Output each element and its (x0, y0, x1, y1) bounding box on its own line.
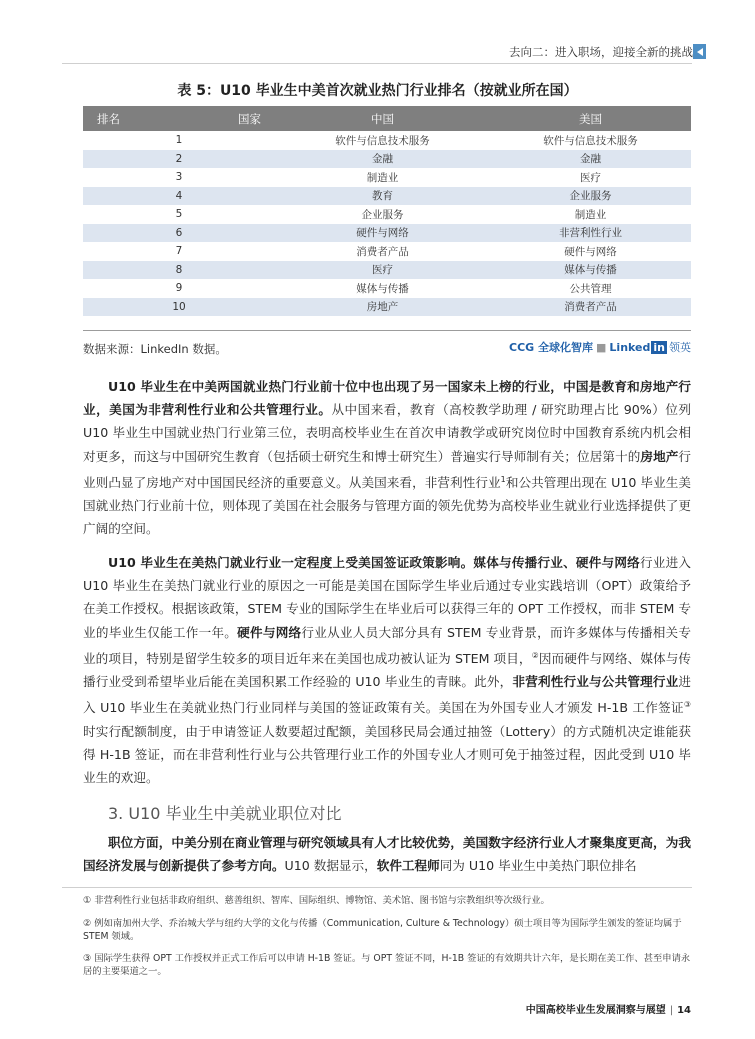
footnote-divider (62, 887, 692, 888)
footnote-1: ① 非营利性行业包括非政府组织、慈善组织、智库、国际组织、博物馆、美术馆、图书馆与宗教组织等次级行业。 (83, 895, 550, 906)
cell-china: 媒体与传播 (356, 282, 409, 295)
source-logos: CCG 全球化智库 ■ Linked in 领英 (509, 341, 691, 354)
table-header-row (83, 106, 691, 131)
cell-us: 金融 (490, 150, 691, 169)
cell-china: 硬件与网络 (275, 224, 490, 243)
cell-us: 企业服务 (490, 187, 691, 206)
cell-us: 软件与信息技术服务 (543, 134, 638, 147)
table-source: 数据来源：LinkedIn 数据。 (83, 342, 227, 356)
cell-rank: 7 (175, 245, 183, 258)
footnote-3: ③ 国际学生获得 OPT 工作授权并正式工作后可以申请 H-1B 签证。与 OPT 签证不同，H-1B 签证的有效期共计六年，是长期在美工作、甚至申请永居的主要渠道之一。 (83, 953, 691, 977)
table-row (83, 131, 691, 150)
table-row (83, 279, 691, 298)
section-heading: 3. U10 毕业生中美就业职位对比 (108, 804, 342, 823)
paragraph-2: U10 毕业生在美热门就业行业一定程度上受美国签证政策影响。媒体与传播行业、硬件与网络行业进入 U10 毕业生在美热门就业行业的原因之一可能是美国在国际学生毕业后通过专业实践培训（OPT）政策给予在美工作授权。根据该政策，STEM 专业的国际学生在毕业后可以获得三年的 OPT 工作授权，而非 STEM 专业的毕业生仅能工作一年。硬件与网络行业从业人员大部分具有 STEM 专业背景，而许多媒体与传播相关专业的项目，特别是留学生较多的项目近年来在美国也成功被认证为 STEM 项目，②因而硬件与网络、媒体与传播行业受到希望毕业后能在美国积累工作经验的 U10 毕业生的青睐。此外，非营利性行业与公共管理行业进入 U10 毕业生在美就业热门行业同样与美国的签证政策有关。美国在为外国专业人才颁发 H-1B 工作签证③时实行配额制度，由于申请签证人数要超过配额，美国移民局会通过抽签（Lottery）的方式随机决定谁能获得 H-1B 签证，而在非营利性行业与公共管理行业工作的外国专业人才则可免于抽签过程，因此受到 U10 毕业生的欢迎。 (83, 555, 692, 786)
cell-rank: 1 (175, 134, 183, 147)
cell-china: 企业服务 (361, 208, 404, 221)
cell-rank: 10 (83, 298, 275, 317)
cell-rank: 8 (83, 261, 275, 280)
linkedin-in-badge: in (653, 341, 665, 354)
linkedin-logo-text: Linked (609, 341, 651, 354)
table-row (83, 150, 691, 169)
header-divider (62, 63, 692, 64)
cell-china: 金融 (275, 150, 490, 169)
back-arrow-icon (693, 44, 706, 59)
paragraph-3: 职位方面，中美分别在商业管理与研究领域具有人才比较优势，美国数字经济行业人才聚集度更高，为我国经济发展与创新提供了参考方向。U10 数据显示，软件工程师同为 U10 毕业生中美热门职位排名 (83, 835, 691, 874)
table-row (83, 224, 691, 243)
table-row (83, 242, 691, 261)
footnote-2: ② 例如南加州大学、乔治城大学与纽约大学的文化与传播（Communication, Culture & Technology）硕士项目等为国际学生颁发的签证均属于 STEM 领域。 (83, 918, 682, 942)
table-bottom-rule (83, 330, 691, 331)
paragraph-1: U10 毕业生在中美两国就业热门行业前十位中也出现了另一国家未上榜的行业，中国是教育和房地产行业，美国为非营利性行业和公共管理行业。从中国来看，教育（高校教学助理 / 研究助理占比 90%）位列 U10 毕业生中国就业热门行业第三位，表明高校毕业生在首次申请教学或研究岗位时中国教育系统内机会相对更多，而这与中国研究生教育（包括硕士研究生和博士研究生）普遍实行导师制有关；位居第十的房地产行业则凸显了房地产对中国国民经济的重要意义。从美国来看，非营利性行业$^1$和公共管理出现在 U10 毕业生美国就业热门行业前十位，则体现了美国在社会服务与管理方面的领先优势为高校毕业生就业行业选择提供了更广阔的空间。 (83, 379, 692, 537)
page-footer: 中国高校毕业生发展洞察与展望 | 14 (525, 1005, 691, 1016)
cell-china: 消费者产品 (356, 245, 409, 258)
cell-us: 制造业 (574, 208, 607, 221)
cell-us: 医疗 (580, 171, 601, 184)
running-header: 去向二：进入职场，迎接全新的挑战 (509, 45, 693, 59)
table-row (83, 187, 691, 206)
cell-us: 硬件与网络 (564, 245, 617, 258)
cell-rank: 9 (175, 282, 183, 295)
table-row (83, 205, 691, 224)
page-number: 14 (677, 1005, 691, 1016)
industry-ranking-table (83, 106, 691, 316)
header-country: 国家 (238, 112, 261, 126)
cell-rank: 5 (175, 208, 183, 221)
cell-china: 教育 (275, 187, 490, 206)
cell-rank: 3 (175, 171, 183, 184)
cell-china: 房地产 (275, 298, 490, 317)
cell-rank: 4 (83, 187, 275, 206)
table-row (83, 261, 691, 280)
cell-us: 非营利性行业 (490, 224, 691, 243)
cell-rank: 2 (83, 150, 275, 169)
header-rank: 排名 (97, 111, 120, 126)
header-china: 中国 (275, 106, 490, 131)
footer-title: 中国高校毕业生发展洞察与展望 (525, 1005, 666, 1016)
cell-us: 消费者产品 (490, 298, 691, 317)
cell-china: 医疗 (275, 261, 490, 280)
header-rank-country (83, 106, 275, 131)
cell-china: 制造业 (366, 171, 399, 184)
cell-rank: 6 (83, 224, 275, 243)
cell-us: 媒体与传播 (490, 261, 691, 280)
linkedin-cn-label: 领英 (669, 341, 691, 354)
table-row (83, 168, 691, 187)
table-row (83, 298, 691, 317)
table-title: 表 5：U10 毕业生中美首次就业热门行业排名（按就业所在国） (177, 83, 578, 99)
cell-china: 软件与信息技术服务 (335, 134, 430, 147)
cell-us: 公共管理 (569, 282, 612, 295)
header-us: 美国 (490, 106, 691, 131)
ccg-logo: CCG 全球化智库 (509, 341, 594, 354)
